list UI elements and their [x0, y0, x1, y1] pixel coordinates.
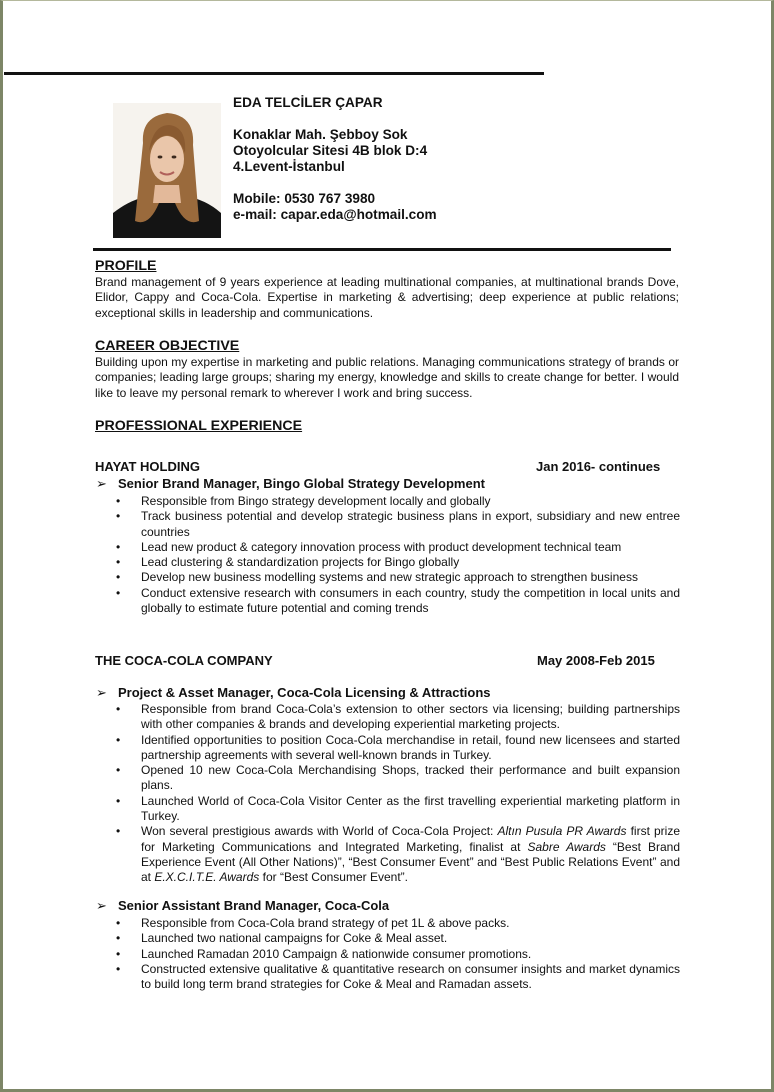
job-header [95, 459, 675, 475]
email-address: e-mail: capar.eda@hotmail.com [233, 207, 437, 222]
experience-section [95, 418, 679, 435]
career-objective-text: Building upon my expertise in marketing and public relations. Managing communications strategy of brands or companies; leading large groups; sharing my energy, knowledge and skills to create change for better. I would like to leave my personal remark to wherever I work and bring success. [95, 355, 679, 400]
profile-heading: PROFILE [95, 258, 157, 274]
list-item: • Lead clustering & standardization projects for Bingo globally [116, 555, 460, 570]
profile-photo [113, 103, 221, 238]
role-title-text: Project & Asset Manager, Coca-Cola Licensing & Attractions [118, 685, 491, 700]
role-title-text: Senior Assistant Brand Manager, Coca-Cola [118, 898, 390, 913]
bullet-icon: • [116, 585, 121, 600]
role-title-text: Senior Brand Manager, Bingo Global Strategy Development [118, 476, 485, 491]
arrow-bullet-icon: ➢ [96, 476, 107, 491]
list-item: • Conduct extensive research with consumers in each country, study the competition in local units and globally to estimate future potential and coming trends [116, 585, 680, 616]
bullet-icon: • [116, 946, 121, 961]
award-name: Sabre Awards [527, 839, 606, 854]
list-item: • Launched World of Coca-Cola Visitor Center as the first travelling experiential marketing platform in Turkey. [116, 793, 680, 824]
list-item: • Track business potential and develop strategic business plans in export, subsidiary and new entree countries [116, 509, 680, 539]
list-item: • Responsible from Coca-Cola brand strategy of pet 1L & above packs. [116, 916, 510, 930]
profile-section [95, 258, 679, 321]
company-name: HAYAT HOLDING [95, 459, 200, 474]
bullet-icon: • [116, 509, 121, 524]
list-item: • Won several prestigious awards with World of Coca-Cola Project: Altın Pusula PR Awards first prize for Marketing Communications and Integrated Marketing, finalist at Sabre Awards “Best Brand Experience Event (All Other Nations)”, “Best Consumer Event” and “Best Public Relations Event” and at E.X.C.I.T.E. Awards for “Best Consumer Event”. [116, 824, 680, 885]
bullet-icon: • [116, 732, 121, 747]
header-divider [93, 248, 671, 251]
role-title [96, 685, 491, 701]
responsibility-list [116, 916, 680, 992]
list-item: • Identified opportunities to position Coca-Cola merchandise in retail, found new licensees and started partnership agreements with several well-known brands in Turkey. [116, 732, 680, 762]
list-item: • Develop new business modelling systems and new strategic approach to strengthen business [116, 570, 638, 585]
bullet-icon: • [116, 824, 121, 839]
list-item: • Responsible from Bingo strategy development locally and globally [116, 494, 491, 508]
address-line: Konaklar Mah. Şebboy Sok [233, 127, 408, 142]
bullet-icon: • [116, 702, 121, 716]
job-dates: May 2008-Feb 2015 [537, 653, 655, 668]
address-line: Otoyolcular Sitesi 4B blok D:4 [233, 143, 428, 158]
bullet-icon: • [116, 961, 121, 976]
candidate-name: EDA TELCİLER ÇAPAR [233, 95, 383, 110]
bullet-icon: • [116, 793, 121, 808]
profile-text: Brand management of 9 years experience at leading multinational companies, at multinational brands Dove, Elidor, Cappy and Coca-Cola. Expertise in marketing & advertising; deep experience at public relations; exceptional skills in leadership and communications. [95, 275, 679, 320]
list-item: • Launched Ramadan 2010 Campaign & nationwide consumer promotions. [116, 946, 532, 961]
bullet-icon: • [116, 555, 121, 570]
career-objective-section [95, 338, 679, 401]
responsibility-list [116, 494, 680, 616]
bullet-icon: • [116, 763, 121, 778]
bullet-icon: • [116, 916, 121, 930]
role-title [96, 476, 485, 492]
responsibility-list [116, 702, 680, 886]
job-header [95, 653, 675, 669]
list-item: • Constructed extensive qualitative & quantitative research on consumer insights and market dynamics to build long term brand strategies for Coke & Meal and Ramadan assets. [116, 961, 680, 992]
bullet-icon: • [116, 494, 121, 508]
arrow-bullet-icon: ➢ [96, 898, 107, 913]
career-objective-heading: CAREER OBJECTIVE [95, 338, 240, 354]
list-item: • Lead new product & category innovation process with product development technical team [116, 539, 622, 554]
list-item: • Responsible from brand Coca-Cola’s extension to other sectors via licensing; building partnerships with other companies & brands and developing experiential marketing projects. [116, 702, 680, 732]
mobile-number: Mobile: 0530 767 3980 [233, 191, 376, 206]
award-name: E.X.C.I.T.E. Awards [154, 870, 260, 885]
job-dates: Jan 2016- continues [536, 459, 661, 474]
award-name: Altın Pusula PR Awards [497, 824, 627, 839]
address-line: 4.Levent-İstanbul [233, 159, 345, 174]
list-item: • Launched two national campaigns for Coke & Meal asset. [116, 931, 448, 946]
arrow-bullet-icon: ➢ [96, 685, 107, 700]
bullet-icon: • [116, 570, 121, 585]
experience-heading: PROFESSIONAL EXPERIENCE [95, 418, 303, 434]
bullet-icon: • [116, 539, 121, 554]
bullet-icon: • [116, 931, 121, 946]
role-title [96, 898, 389, 914]
top-divider [4, 72, 544, 75]
company-name: THE COCA-COLA COMPANY [95, 653, 273, 668]
contact-block [233, 95, 437, 223]
list-item: • Opened 10 new Coca-Cola Merchandising Shops, tracked their performance and built expansion plans. [116, 763, 680, 793]
